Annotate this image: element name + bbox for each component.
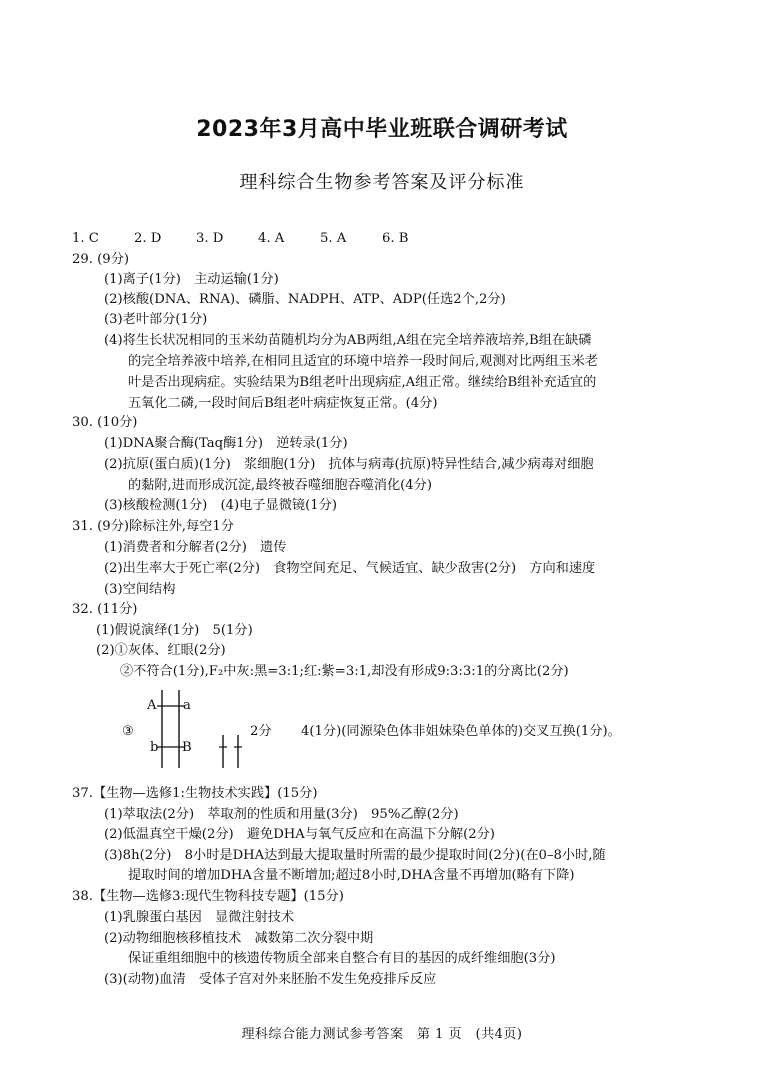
q30-answer-2: (2)抗原(蛋白质)(1分) 浆细胞(1分) 抗体与病毒(抗原)特异性结合,减少病毒对细胞 xyxy=(104,457,594,472)
mc-answers xyxy=(72,231,408,247)
q32-answer-1: (1)假说演绎(1分) 5(1分) xyxy=(96,623,253,638)
q29-answer-4-cont: 五氧化二磷,一段时间后B组老叶病症恢复正常。(4分) xyxy=(128,396,438,411)
q37-heading: 37.【生物—选修1:生物技术实践】(15分) xyxy=(72,786,318,801)
q37-answer-3-cont: 提取时间的增加DHA含量不断增加;超过8小时,DHA含量不再增加(略有下降) xyxy=(128,868,575,883)
q37-answer-3: (3)8h(2分) 8小时是DHA达到最大提取量时所需的最少提取时间(2分)(在0–8小时,随 xyxy=(104,848,606,863)
q32-answer-3: 4(1分)(同源染色体非姐妹染色单体的)交叉互换(1分)。 xyxy=(301,724,621,739)
q31-answer-1: (1)消费者和分解者(2分) 遗传 xyxy=(104,540,287,555)
q29-answer-4-cont: 的完全培养液中培养,在相同且适宜的环境中培养一段时间后,观测对比两组玉米老 xyxy=(128,354,598,369)
q32-answer-2: (2)①灰体、红眼(2分) xyxy=(96,643,226,658)
q37-answer-2: (2)低温真空干燥(2分) 避免DHA与氧气反应和在高温下分解(2分) xyxy=(104,827,495,842)
page-title: 2023年3月高中毕业班联合调研考试 xyxy=(196,117,568,142)
gene-label-B: B xyxy=(182,740,192,755)
q38-heading: 38.【生物—选修3:现代生物科技专题】(15分) xyxy=(72,889,344,904)
q29-heading: 29. (9分) xyxy=(72,252,130,267)
gene-label-b: b xyxy=(150,740,159,755)
q38-answer-1: (1)乳腺蛋白基因 显微注射技术 xyxy=(104,910,295,925)
q29-answer-2: (2)核酸(DNA、RNA)、磷脂、NADPH、ATP、ADP(任选2个,2分) xyxy=(104,292,506,307)
q29-answer-1: (1)离子(1分) 主动运输(1分) xyxy=(104,272,279,287)
q30-heading: 30. (10分) xyxy=(72,415,138,430)
q30-answer-2-cont: 的黏附,进而形成沉淀,最终被吞噬细胞吞噬消化(4分) xyxy=(128,478,432,493)
q30-answer-1: (1)DNA聚合酶(Taq酶1分) 逆转录(1分) xyxy=(104,436,348,451)
q32-score: 2分 xyxy=(250,724,272,739)
q32-circle-3: ③ xyxy=(122,724,134,739)
mc-answer: 2. D xyxy=(134,231,162,246)
gene-label-a: a xyxy=(183,698,191,713)
q29-answer-4-cont: 叶是否出现病症。实验结果为B组老叶出现病症,A组正常。继续给B组补充适宜的 xyxy=(128,375,597,390)
q37-answer-1: (1)萃取法(2分) 萃取剂的性质和用量(3分) 95%乙醇(2分) xyxy=(104,807,459,822)
mc-answer: 3. D xyxy=(196,231,224,246)
q32-heading: 32. (11分) xyxy=(72,602,138,617)
q31-answer-3: (3)空间结构 xyxy=(104,582,176,597)
q31-heading: 31. (9分)除标注外,每空1分 xyxy=(72,519,234,534)
q38-answer-2-cont: 保证重组细胞中的核遗传物质全部来自整合有目的基因的成纤维细胞(3分) xyxy=(128,951,556,966)
mc-answer: 1. C xyxy=(72,231,99,246)
mc-answer: 6. B xyxy=(382,231,409,246)
q38-answer-3: (3)(动物)血清 受体子宫对外来胚胎不发生免疫排斥反应 xyxy=(104,972,437,987)
q30-answer-3: (3)核酸检测(1分) (4)电子显微镜(1分) xyxy=(104,498,337,513)
page-footer: 理科综合能力测试参考答案 第 1 页 (共4页) xyxy=(241,1027,523,1042)
page-subtitle: 理科综合生物参考答案及评分标准 xyxy=(239,172,525,193)
gene-label-A: A xyxy=(147,698,157,713)
q29-answer-3: (3)老叶部分(1分) xyxy=(104,312,208,327)
mc-answer: 5. A xyxy=(320,231,347,246)
mc-answer: 4. A xyxy=(258,231,285,246)
q29-answer-4: (4)将生长状况相同的玉米幼苗随机均分为AB两组,A组在完全培养液培养,B组在缺磷 xyxy=(104,333,592,348)
q31-answer-2: (2)出生率大于死亡率(2分) 食物空间充足、气候适宜、缺少敌害(2分) 方向和速度 xyxy=(104,561,596,576)
q32-answer-2b: ②不符合(1分),F₂中灰:黑=3:1;红:紫=3:1,却没有形成9:3:3:1的分离比(2分) xyxy=(120,664,569,679)
q38-answer-2: (2)动物细胞核移植技术 减数第二次分裂中期 xyxy=(104,931,374,946)
chromosome-diagram xyxy=(150,690,250,770)
